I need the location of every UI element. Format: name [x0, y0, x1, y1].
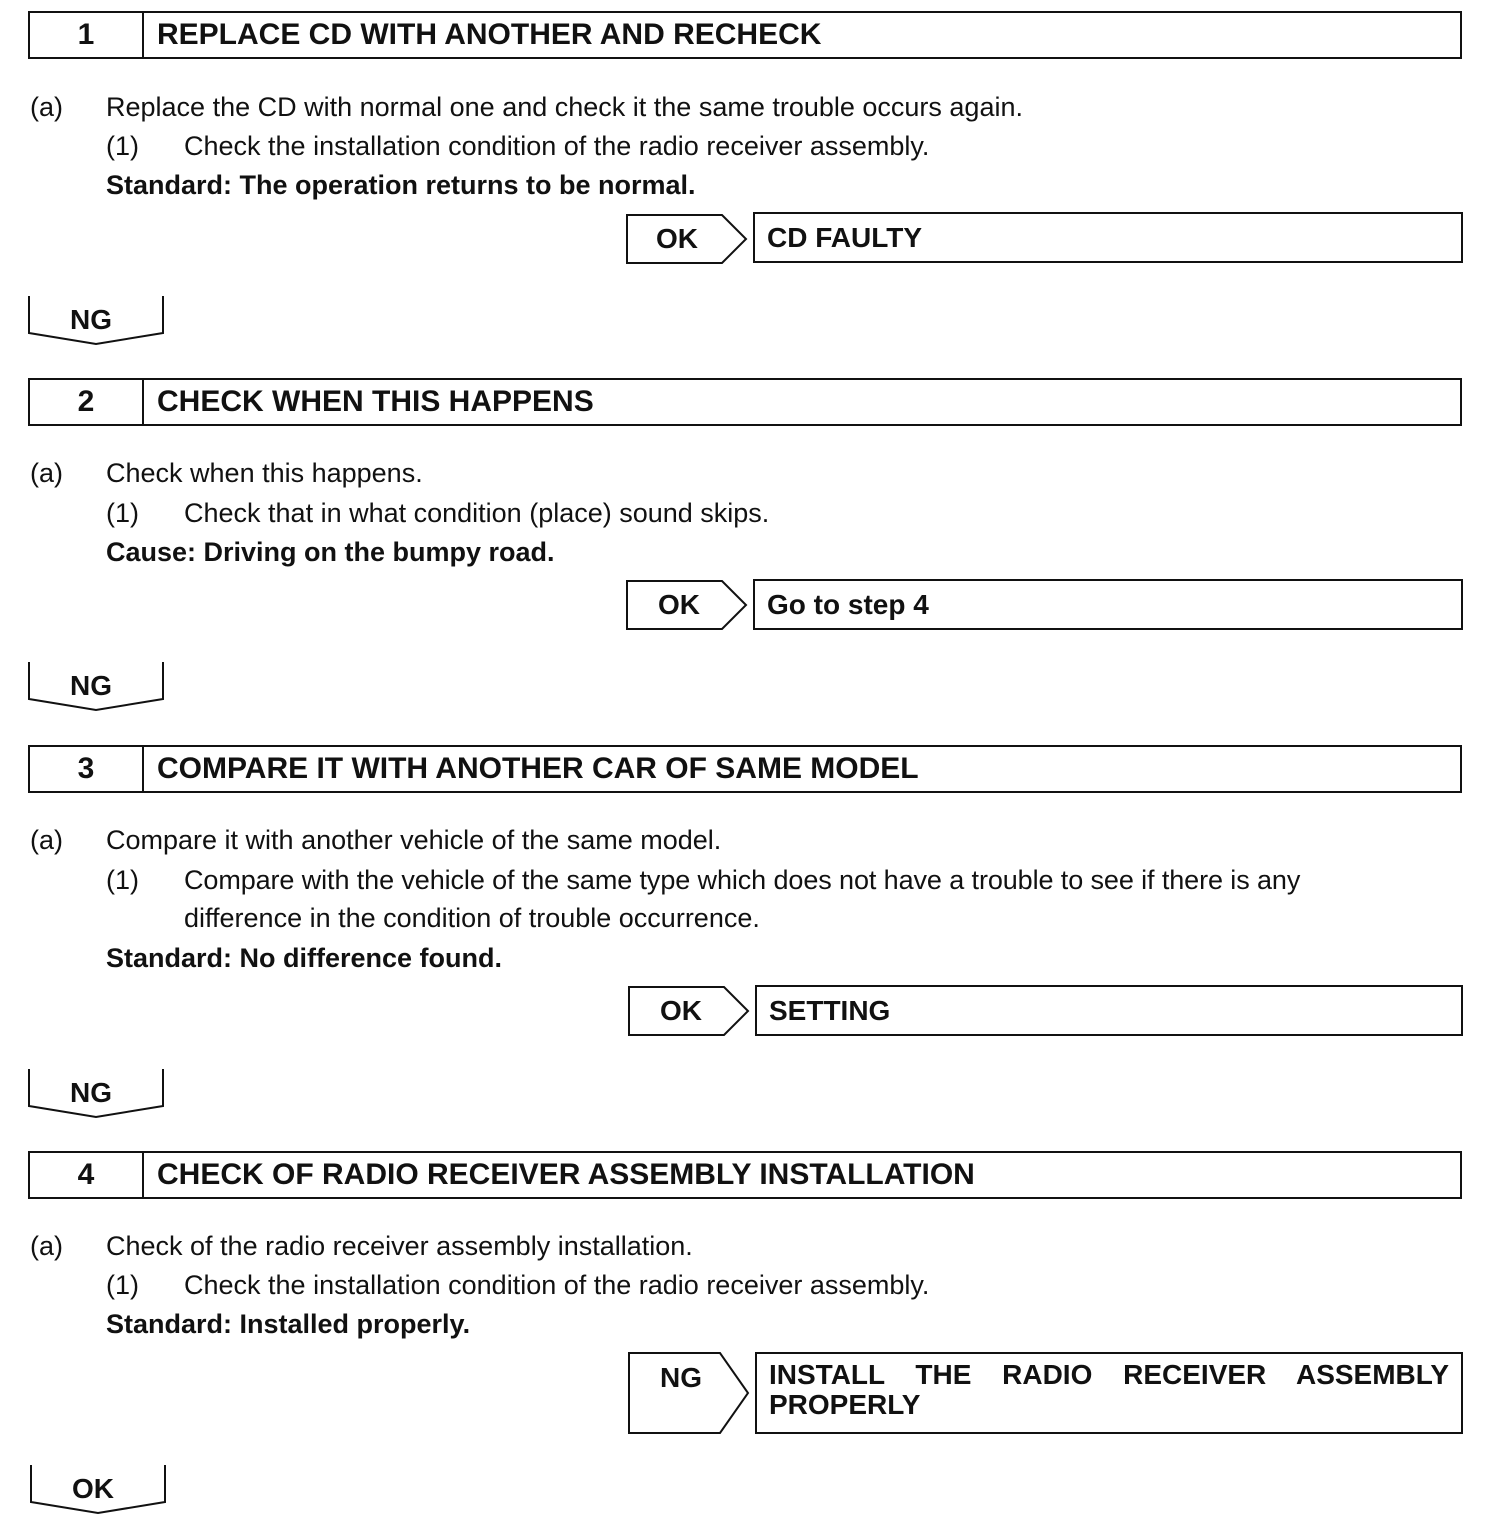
- step-4-criterion: Standard: Installed properly.: [106, 1309, 471, 1339]
- step-1-criterion: Standard: The operation returns to be normal.: [106, 170, 696, 200]
- step-2-continue-label: NG: [70, 670, 112, 701]
- step-4-title: CHECK OF RADIO RECEIVER ASSEMBLY INSTALLATION: [157, 1158, 975, 1191]
- step-3-branch-arrow: [628, 986, 750, 1036]
- step-4-sub-label: (1): [106, 1270, 139, 1300]
- step-1-number: 1: [30, 13, 144, 57]
- step-2-branch-label: OK: [658, 589, 700, 620]
- step-3-continue-arrow: [28, 1068, 164, 1118]
- step-2-header: [28, 378, 1462, 426]
- step-2-a-label: (a): [30, 458, 63, 488]
- step-3-sub-label: (1): [106, 865, 139, 895]
- step-3-sub-text-line-2: difference in the condition of trouble occurrence.: [184, 903, 760, 933]
- step-2-branch-arrow: [626, 580, 748, 630]
- step-3-number: 3: [30, 747, 144, 791]
- step-1-sub-text: Check the installation condition of the radio receiver assembly.: [184, 131, 930, 161]
- step-2-sub-text: Check that in what condition (place) sound skips.: [184, 498, 770, 528]
- step-3-sub-text-line-1: Compare with the vehicle of the same type which does not have a trouble to see if there is any: [184, 865, 1301, 895]
- step-4-header: [28, 1151, 1462, 1199]
- step-1-continue-arrow: [28, 295, 164, 345]
- step-3-continue-label: NG: [70, 1077, 112, 1108]
- step-1-branch-label: OK: [656, 223, 698, 254]
- step-1-continue-label: NG: [70, 304, 112, 335]
- step-3-title: COMPARE IT WITH ANOTHER CAR OF SAME MODEL: [157, 752, 919, 785]
- step-4-number: 4: [30, 1153, 144, 1197]
- step-1-branch-result: CD FAULTY: [753, 212, 1463, 263]
- step-3-header: [28, 745, 1462, 793]
- step-2-sub-label: (1): [106, 498, 139, 528]
- step-1-a-label: (a): [30, 92, 63, 122]
- step-3-criterion: Standard: No difference found.: [106, 943, 503, 973]
- step-1-branch-arrow: [626, 214, 748, 264]
- step-2-criterion: Cause: Driving on the bumpy road.: [106, 537, 555, 567]
- step-2-continue-arrow: [28, 661, 164, 711]
- step-3-branch-label: OK: [660, 995, 702, 1026]
- step-4-branch-result: INSTALL THE RADIO RECEIVER ASSEMBLY PROPERLY: [755, 1352, 1463, 1434]
- step-3-a-label: (a): [30, 825, 63, 855]
- step-4-branch-arrow: [628, 1352, 750, 1434]
- step-1-title: REPLACE CD WITH ANOTHER AND RECHECK: [157, 18, 822, 51]
- step-2-title: CHECK WHEN THIS HAPPENS: [157, 385, 594, 418]
- step-3-branch-result: SETTING: [755, 985, 1463, 1036]
- step-1-a-text: Replace the CD with normal one and check it the same trouble occurs again.: [106, 92, 1023, 122]
- step-2-branch-result: Go to step 4: [753, 579, 1463, 630]
- step-4-branch-label: NG: [660, 1362, 702, 1393]
- step-4-continue-arrow: [30, 1464, 166, 1514]
- step-1-header: [28, 11, 1462, 59]
- step-4-a-label: (a): [30, 1231, 63, 1261]
- step-3-a-text: Compare it with another vehicle of the same model.: [106, 825, 722, 855]
- step-4-sub-text: Check the installation condition of the radio receiver assembly.: [184, 1270, 930, 1300]
- step-1-sub-label: (1): [106, 131, 139, 161]
- step-4-a-text: Check of the radio receiver assembly installation.: [106, 1231, 693, 1261]
- step-4-continue-label: OK: [72, 1473, 114, 1504]
- step-2-number: 2: [30, 380, 144, 424]
- step-2-a-text: Check when this happens.: [106, 458, 423, 488]
